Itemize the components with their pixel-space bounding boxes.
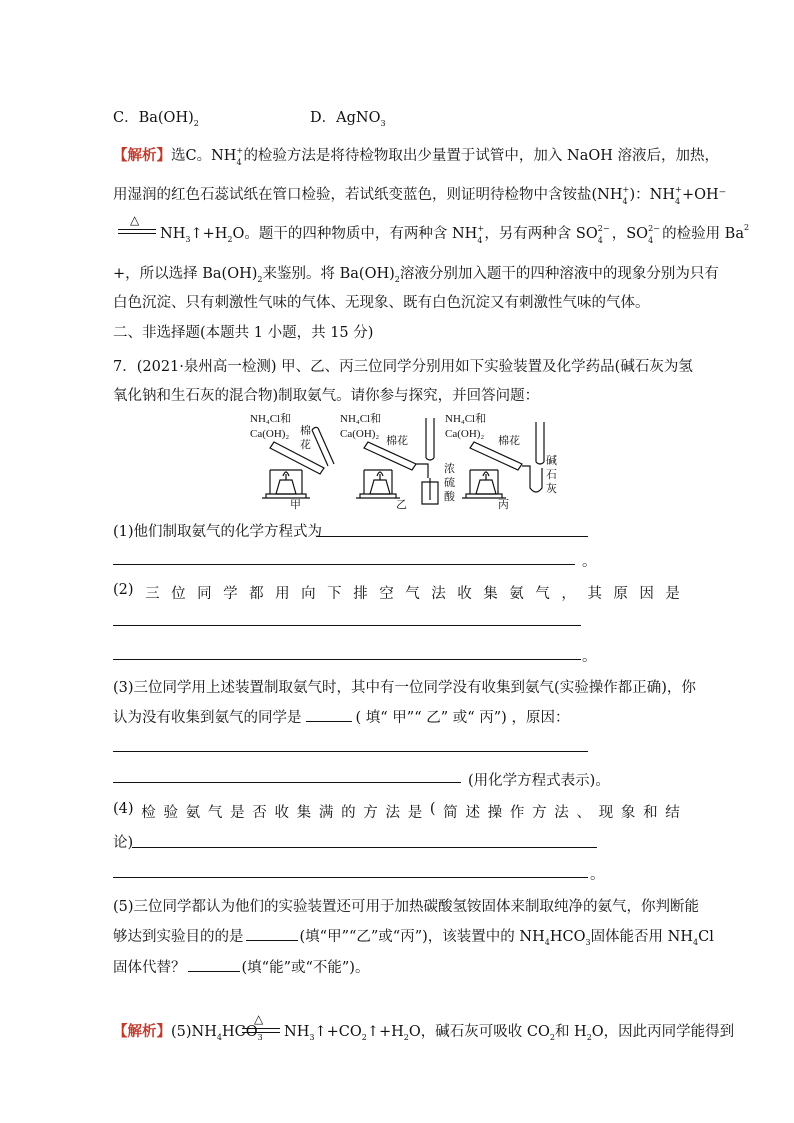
spread-char: 因 xyxy=(639,586,654,602)
analysis-text: 用湿润的红色石蕊试纸在管口检验，若试纸变蓝色，则证明待检物中含铵盐(NH xyxy=(113,187,623,203)
analysis-text: 来鉴别。将 Ba(OH) xyxy=(262,266,395,282)
spread-char: 收 xyxy=(274,805,289,821)
analysis-text: 和 H xyxy=(554,1024,587,1040)
spread-char: 收 xyxy=(457,586,472,602)
sub: 4 xyxy=(544,938,550,947)
answer-blank-1a[interactable] xyxy=(316,536,588,537)
answer-blank-5a[interactable] xyxy=(246,940,298,941)
sup: + xyxy=(675,185,682,194)
question-5-text: (填“能”或“不能”)。 xyxy=(241,960,370,976)
spread-char: 是 xyxy=(407,805,423,821)
question-3-text: 认为没有收集到氨气的同学是 xyxy=(113,710,302,726)
analysis-text: (5)NH xyxy=(171,1024,217,1040)
spread-char: 集 xyxy=(296,805,312,821)
analysis-text: ↑+H xyxy=(366,1024,404,1040)
period: 。 xyxy=(582,554,597,570)
analysis-line-5: 白色沉淀、只有刺激性气味的气体、无现象、既有白色沉淀又有刺激性气味的气体。 xyxy=(113,295,650,311)
sub: 4 xyxy=(236,158,242,167)
question-5-text: 固体能否用 NH xyxy=(590,929,694,945)
fig-reagent-a-1: NH₄Cl和 xyxy=(250,413,292,425)
spread-char: 、 xyxy=(576,805,591,821)
question-5-line-1: (5)三位同学都认为他们的实验装置还可用于加热碳酸氢铵固体来制取纯净的氨气，你判断能 xyxy=(113,899,700,915)
spread-char: 的 xyxy=(341,805,356,821)
period: 。 xyxy=(590,867,605,883)
sub: 4 xyxy=(597,236,603,245)
spread-char: 操 xyxy=(487,805,503,821)
sub: 3 xyxy=(257,1033,263,1042)
option-d xyxy=(310,106,386,127)
question-5-text: Cl xyxy=(698,929,714,945)
sub: 4 xyxy=(675,197,681,206)
analysis-text: +，所以选择 Ba(OH) xyxy=(113,266,258,282)
spread-char: 方 xyxy=(532,805,547,821)
question-4 xyxy=(113,801,680,822)
spread-char: 用 xyxy=(275,586,290,602)
spread-char: 空 xyxy=(379,586,394,602)
sub: 4 xyxy=(216,1033,222,1042)
question-1: (1)他们制取氨气的化学方程式为 xyxy=(113,524,323,540)
fig-cotton-2: 棉花 xyxy=(386,435,408,447)
sup: + xyxy=(622,185,630,194)
spread-char: 法 xyxy=(554,805,569,821)
question-3-line-1: (3)三位同学用上述装置制取氨气时，其中有一位同学没有收集到氨气(实验操作都正确)，你 xyxy=(113,680,696,696)
spread-char: 象 xyxy=(620,805,636,821)
spread-char: 述 xyxy=(465,805,480,821)
fig-reagent-b-2: Ca(OH)₂ xyxy=(340,428,380,440)
question-5-text: 够达到实验目的的是 xyxy=(113,929,244,945)
question-5-line-3 xyxy=(113,956,369,977)
fig-label-yi: 乙 xyxy=(396,499,407,510)
spread-char: 氨 xyxy=(509,586,524,602)
spread-char: 三 xyxy=(145,586,160,602)
sup: + xyxy=(236,146,244,155)
sub: 2 xyxy=(586,1033,592,1042)
spread-char: 向 xyxy=(301,586,316,602)
answer-blank-1b[interactable] xyxy=(113,564,575,565)
spread-char: 和 xyxy=(643,805,658,821)
option-d-sub: 3 xyxy=(380,119,386,128)
sub: 2 xyxy=(227,235,233,244)
question-5-text: (填“甲”“乙”或“丙”)，该装置中的 NH xyxy=(299,929,545,945)
fig-acid-2: 硫 xyxy=(444,477,455,489)
spread-char: 气 xyxy=(535,586,550,602)
question-3-text: ( 填“ 甲”“ 乙” 或“ 丙”) ，原因： xyxy=(355,710,570,726)
spread-char: 下 xyxy=(327,586,342,602)
spread-char: 是 xyxy=(665,586,680,602)
sup: 2− xyxy=(597,224,610,233)
analysis-text: ，另有两种含 SO xyxy=(484,226,598,242)
analysis-text: )：NH xyxy=(629,187,675,203)
option-c xyxy=(113,106,199,127)
sub: 4 xyxy=(693,938,699,947)
analysis-line-2 xyxy=(113,183,726,204)
fig-label-jia: 甲 xyxy=(290,499,301,510)
answer-blank-3b[interactable] xyxy=(113,782,461,783)
spread-char: 排 xyxy=(353,586,368,602)
apparatus-figure xyxy=(240,408,560,510)
analysis-text: 选C。NH xyxy=(171,148,237,164)
spread-char: 位 xyxy=(171,586,186,602)
spread-char: 方 xyxy=(363,805,378,821)
analysis-text: O，因此丙同学能得到 xyxy=(591,1024,735,1040)
analysis-line-1 xyxy=(113,144,719,165)
final-analysis-a xyxy=(113,1020,263,1041)
fig-cotton-v2: 花 xyxy=(300,439,311,451)
sub: 2 xyxy=(361,1033,367,1042)
sub: 2 xyxy=(549,1033,555,1042)
option-c-text: C．Ba(OH) xyxy=(113,110,194,126)
analysis-text: O，碱石灰可吸收 CO xyxy=(408,1024,550,1040)
fig-lime-1: 碱 xyxy=(546,455,557,467)
sub: 4 xyxy=(648,236,654,245)
analysis-text: +OH⁻ xyxy=(682,187,727,203)
spread-char: 满 xyxy=(318,805,334,821)
fig-acid-3: 酸 xyxy=(444,491,455,503)
analysis-text: HCO xyxy=(221,1024,258,1040)
spread-char: 集 xyxy=(483,586,498,602)
spread-char: 简 xyxy=(443,805,458,821)
triangle-icon: △ xyxy=(130,213,140,227)
sup: + xyxy=(477,224,485,233)
question-3-line-2 xyxy=(113,706,569,727)
analysis-text: 的检验方法是将待检物取出少量置于试管中，加入 NaOH 溶液后，加热， xyxy=(243,148,720,164)
spread-char: 检 xyxy=(141,805,156,821)
analysis-label: 【解析】 xyxy=(113,147,171,164)
answer-blank-2a[interactable] xyxy=(113,625,581,626)
answer-blank-3[interactable] xyxy=(306,721,352,722)
question-5-text: HCO xyxy=(549,929,586,945)
analysis-label: 【解析】 xyxy=(113,1023,171,1040)
spread-char: 结 xyxy=(665,805,680,821)
analysis-line-4 xyxy=(113,262,719,283)
spread-char: 同 xyxy=(197,586,212,602)
answer-blank-2b[interactable] xyxy=(113,659,581,660)
spread-char: 法 xyxy=(431,586,446,602)
answer-blank-4a[interactable] xyxy=(132,847,597,848)
option-c-sub: 2 xyxy=(193,119,199,128)
analysis-text: 溶液分别加入题干的四种溶液中的现象分别为只有 xyxy=(399,266,719,282)
sup: 2− xyxy=(648,224,660,233)
sub: 2 xyxy=(403,1033,409,1042)
fig-reagent-a-3: NH₄Cl和 xyxy=(445,413,487,425)
spread-char: ， xyxy=(561,586,576,602)
sub: 3 xyxy=(309,1033,315,1042)
option-d-text: D．AgNO xyxy=(310,110,381,126)
spread-char: 原 xyxy=(613,586,628,602)
fig-lime-2: 石 xyxy=(546,469,557,481)
spread-char: 是 xyxy=(230,805,245,821)
fig-reagent-a-2: NH₄Cl和 xyxy=(340,413,382,425)
spread-char: 否 xyxy=(252,805,267,821)
spread-char: 学 xyxy=(223,586,238,602)
period: 。 xyxy=(582,649,597,665)
analysis-text: ↑+H xyxy=(190,226,228,242)
sub: 2 xyxy=(257,275,263,284)
question-7-line-2: 氧化钠和生石灰的混合物)制取氨气。请你参与探究，并回答问题： xyxy=(113,388,540,404)
spread-char: 法 xyxy=(385,805,400,821)
fig-cotton-v1: 棉 xyxy=(300,425,311,437)
question-2 xyxy=(113,582,680,603)
fig-lime-3: 灰 xyxy=(546,483,557,495)
analysis-text: NH xyxy=(284,1024,310,1040)
question-4-line-2: 论) xyxy=(113,835,134,851)
analysis-text: ↑+CO xyxy=(314,1024,362,1040)
question-5-text: 固体代替？ xyxy=(113,960,186,976)
sub: 3 xyxy=(585,938,591,947)
triangle-icon: △ xyxy=(254,1012,264,1026)
spread-char: 验 xyxy=(163,805,178,821)
spread-char: 作 xyxy=(509,805,525,821)
fig-cotton-3: 棉花 xyxy=(498,435,520,447)
analysis-text: NH xyxy=(160,226,186,242)
spread-char: (4) xyxy=(113,801,134,817)
question-7-line-1: 7．(2021·泉州高一检测) 甲、乙、丙三位同学分别用如下实验装置及化学药品(碱石灰为氢 xyxy=(113,359,693,375)
answer-blank-3a[interactable] xyxy=(113,751,588,752)
spread-char: 氨 xyxy=(185,805,201,821)
fig-acid-1: 浓 xyxy=(444,463,455,475)
analysis-text: O。题干的四种物质中，有两种含 NH xyxy=(232,226,478,242)
fig-label-bing: 丙 xyxy=(498,499,509,510)
spread-char: 其 xyxy=(587,586,602,602)
sub: 4 xyxy=(477,236,483,245)
analysis-line-3 xyxy=(160,222,749,243)
section-heading: 二、非选择题(本题共 1 小题，共 15 分) xyxy=(113,325,374,341)
fig-reagent-b-1: Ca(OH)₂ xyxy=(250,428,290,440)
analysis-text: ，SO xyxy=(611,226,649,242)
sub: 2 xyxy=(394,275,400,284)
sub: 4 xyxy=(622,197,628,206)
sup: 2 xyxy=(744,223,750,232)
question-3-note: (用化学方程式表示)。 xyxy=(468,773,610,789)
answer-blank-5b[interactable] xyxy=(188,971,240,972)
fig-reagent-b-3: Ca(OH)₂ xyxy=(445,428,485,440)
analysis-text: 的检验用 Ba xyxy=(662,226,744,242)
spread-char: 现 xyxy=(598,805,614,821)
spread-char: 气 xyxy=(405,586,420,602)
sub: 3 xyxy=(185,235,191,244)
question-5-line-2 xyxy=(113,925,714,946)
spread-char: 气 xyxy=(207,805,223,821)
spread-char: ( xyxy=(429,801,436,817)
answer-blank-4b[interactable] xyxy=(113,877,588,878)
spread-char: 都 xyxy=(249,586,264,602)
final-analysis-b xyxy=(284,1020,734,1041)
spread-char: (2) xyxy=(113,582,134,598)
